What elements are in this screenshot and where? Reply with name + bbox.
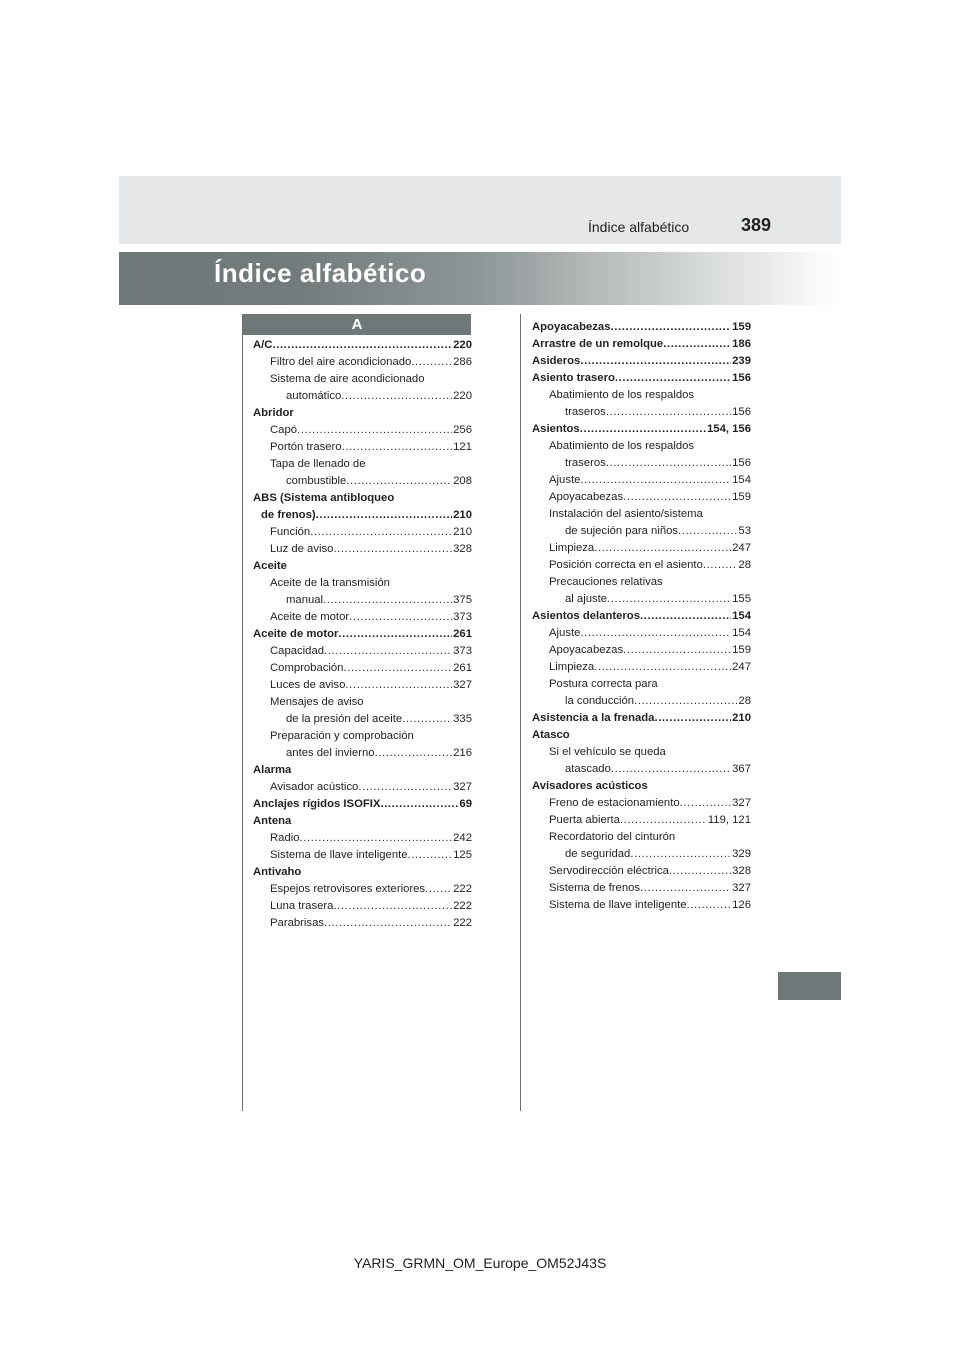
index-entry xyxy=(532,710,751,727)
index-entry-page: 156 xyxy=(732,406,751,418)
index-entry xyxy=(549,506,751,523)
dot-leader xyxy=(349,609,452,626)
index-entry xyxy=(253,813,472,830)
index-entry-term: manual xyxy=(286,594,324,606)
index-entry xyxy=(549,557,751,574)
index-entry xyxy=(286,711,472,728)
index-entry xyxy=(270,915,472,932)
index-entry-term: traseros xyxy=(565,406,606,418)
dot-leader xyxy=(680,795,732,812)
dot-leader xyxy=(341,388,452,405)
index-entry-page: 220 xyxy=(453,390,472,402)
index-entry-term: antes del invierno xyxy=(286,747,375,759)
column-divider-middle xyxy=(520,314,521,1111)
index-entry xyxy=(270,371,472,388)
index-entry-term: Espejos retrovisores exteriores xyxy=(270,883,426,895)
index-entry-page: 210 xyxy=(453,526,472,538)
index-entry xyxy=(549,540,751,557)
dot-leader xyxy=(375,745,453,762)
index-entry-term: Sistema de frenos xyxy=(549,882,641,894)
dot-leader xyxy=(580,625,731,642)
index-entry-page: 186 xyxy=(732,338,751,350)
index-entry xyxy=(549,642,751,659)
index-entry xyxy=(286,592,472,609)
dot-leader xyxy=(338,626,452,643)
index-entry-term: Instalación del asiento/sistema xyxy=(549,508,703,520)
index-entry xyxy=(549,676,751,693)
index-entry-term: de la presión del aceite xyxy=(286,713,403,725)
index-entry xyxy=(253,337,472,354)
index-entry-term: Antena xyxy=(253,815,292,827)
index-entry-term: Capó xyxy=(270,424,298,436)
index-entry-term: automático xyxy=(286,390,342,402)
index-entry-term: traseros xyxy=(565,457,606,469)
index-entry-term: Recordatorio del cinturón xyxy=(549,831,676,843)
index-entry-term: Si el vehículo se queda xyxy=(549,746,666,758)
index-entry-page: 156 xyxy=(732,372,751,384)
index-entry-term: Sistema de aire acondicionado xyxy=(270,373,425,385)
dot-leader xyxy=(402,711,452,728)
dot-leader xyxy=(634,693,737,710)
index-entry-page: 375 xyxy=(453,594,472,606)
index-entry xyxy=(270,830,472,847)
dot-leader xyxy=(669,863,731,880)
dot-leader xyxy=(345,677,452,694)
dot-leader xyxy=(323,592,452,609)
index-entry xyxy=(270,575,472,592)
index-entry xyxy=(549,795,751,812)
index-entry-page: 159 xyxy=(732,321,751,333)
dot-leader xyxy=(611,761,731,778)
index-entry-page: 69 xyxy=(459,798,472,810)
index-entry xyxy=(532,421,751,438)
index-entry-page: 247 xyxy=(732,661,751,673)
index-entry-page: 53 xyxy=(738,525,751,537)
index-entry-page: 210 xyxy=(453,509,472,521)
index-entry-term: de seguridad xyxy=(565,848,631,860)
index-entry-term: Sistema de llave inteligente xyxy=(549,899,687,911)
dot-leader xyxy=(324,915,452,932)
index-entry xyxy=(270,422,472,439)
index-entry-page: 154 xyxy=(732,627,751,639)
index-entry-page: 121 xyxy=(453,441,472,453)
index-entry-term: Aceite de la transmisión xyxy=(270,577,390,589)
index-entry-page: 154, 156 xyxy=(707,423,751,435)
index-entry-page: 208 xyxy=(453,475,472,487)
index-entry-term: Alarma xyxy=(253,764,292,776)
index-entry-term: Arrastre de un remolque xyxy=(532,338,664,350)
index-entry-term: Puerta abierta xyxy=(549,814,620,826)
index-entry xyxy=(549,812,751,829)
section-thumb-tab xyxy=(778,972,841,1000)
index-entry xyxy=(565,523,751,540)
index-entry xyxy=(549,897,751,914)
dot-leader xyxy=(425,881,452,898)
index-entry-term: Tapa de llenado de xyxy=(270,458,366,470)
index-entry-term: Abatimiento de los respaldos xyxy=(549,440,695,452)
index-entry-page: 155 xyxy=(732,593,751,605)
index-entry xyxy=(270,677,472,694)
index-entry xyxy=(270,898,472,915)
index-entry-term: Posición correcta en el asiento xyxy=(549,559,703,571)
index-entry-page: 329 xyxy=(732,848,751,860)
index-entry-term: A/C xyxy=(253,339,273,351)
index-entry-term: Aceite de motor xyxy=(270,611,350,623)
index-entry-page: 28 xyxy=(738,559,751,571)
index-entry xyxy=(565,404,751,421)
index-entry-page: 222 xyxy=(453,900,472,912)
index-entry-term: Antivaho xyxy=(253,866,302,878)
page-number: 389 xyxy=(741,215,772,235)
dot-leader xyxy=(411,354,452,371)
index-entry xyxy=(286,388,472,405)
index-entry-term: la conducción xyxy=(565,695,635,707)
dot-leader xyxy=(580,353,731,370)
header-section-title: Índice alfabético xyxy=(588,219,690,235)
index-entry-term: Sistema de llave inteligente xyxy=(270,849,408,861)
index-entry xyxy=(549,438,751,455)
index-entry-page: 119, 121 xyxy=(707,814,751,826)
dot-leader xyxy=(606,455,731,472)
index-entry xyxy=(549,744,751,761)
index-entry-page: 261 xyxy=(453,628,472,640)
dot-leader xyxy=(380,796,458,813)
dot-leader xyxy=(615,370,731,387)
dot-leader xyxy=(630,846,731,863)
index-entry-term: Aceite de motor xyxy=(253,628,339,640)
dot-leader xyxy=(640,880,731,897)
index-entry-page: 327 xyxy=(732,882,751,894)
index-entry-term: Abatimiento de los respaldos xyxy=(549,389,695,401)
dot-leader xyxy=(687,897,732,914)
index-entry-page: 210 xyxy=(732,712,751,724)
column-divider-left xyxy=(242,314,243,1111)
index-entry xyxy=(270,660,472,677)
dot-leader xyxy=(297,422,452,439)
index-entry-page: 286 xyxy=(453,356,472,368)
index-entry-term: Portón trasero xyxy=(270,441,342,453)
dot-leader xyxy=(343,660,452,677)
index-entry-term: Apoyacabezas xyxy=(532,321,611,333)
dot-leader xyxy=(342,439,453,456)
index-entry-term: Avisador acústico xyxy=(270,781,359,793)
index-entry xyxy=(270,779,472,796)
dot-leader xyxy=(606,404,731,421)
index-entry xyxy=(253,796,472,813)
dot-leader xyxy=(663,336,731,353)
index-entry xyxy=(549,659,751,676)
index-entry-term: Precauciones relativas xyxy=(549,576,663,588)
index-entry-term: Luz de aviso xyxy=(270,543,334,555)
index-entry xyxy=(549,829,751,846)
index-entry-term: Preparación y comprobación xyxy=(270,730,414,742)
index-entry xyxy=(532,353,751,370)
index-entry-term: Comprobación xyxy=(270,662,344,674)
dot-leader xyxy=(678,523,737,540)
index-entry xyxy=(532,370,751,387)
index-entry-term: Freno de estacionamiento xyxy=(549,797,680,809)
index-entry-page: 242 xyxy=(453,832,472,844)
dot-leader xyxy=(580,472,731,489)
index-entry xyxy=(270,694,472,711)
index-entry-term: Asistencia a la frenada xyxy=(532,712,655,724)
index-entry xyxy=(261,507,472,524)
dot-leader xyxy=(408,847,453,864)
index-entry-term: Asideros xyxy=(532,355,581,367)
dot-leader xyxy=(623,489,731,506)
index-entry xyxy=(549,489,751,506)
index-entry-term: Anclajes rígidos ISOFIX xyxy=(253,798,381,810)
index-entry-term: Asientos delanteros xyxy=(532,610,640,622)
index-entry xyxy=(565,846,751,863)
index-entry-term: Parabrisas xyxy=(270,917,324,929)
index-entry-page: 256 xyxy=(453,424,472,436)
index-entry xyxy=(270,728,472,745)
header-band xyxy=(119,176,841,244)
index-entry xyxy=(270,609,472,626)
index-entry xyxy=(253,762,472,779)
index-entry xyxy=(549,574,751,591)
dot-leader xyxy=(300,830,453,847)
index-entry-term: Ajuste xyxy=(549,627,581,639)
index-entry-term: Ajuste xyxy=(549,474,581,486)
index-entry-term: Luna trasera xyxy=(270,900,334,912)
index-entry-term: Capacidad xyxy=(270,645,325,657)
index-entry xyxy=(286,745,472,762)
dot-leader xyxy=(611,319,732,336)
dot-leader xyxy=(272,337,452,354)
index-entry xyxy=(532,727,751,744)
dot-leader xyxy=(640,608,731,625)
index-entry xyxy=(253,864,472,881)
index-entry-term: Servodirección eléctrica xyxy=(549,865,669,877)
index-entry-page: 28 xyxy=(738,695,751,707)
index-entry-term: Postura correcta para xyxy=(549,678,658,690)
index-entry xyxy=(549,625,751,642)
index-entry-page: 261 xyxy=(453,662,472,674)
index-entry-page: 216 xyxy=(453,747,472,759)
index-entry-term: Radio xyxy=(270,832,300,844)
index-entry-term: Función xyxy=(270,526,311,538)
index-entry-page: 159 xyxy=(732,644,751,656)
index-entry-page: 222 xyxy=(453,883,472,895)
index-entry xyxy=(270,439,472,456)
index-entry xyxy=(286,473,472,490)
index-entry-page: 335 xyxy=(453,713,472,725)
index-entry xyxy=(270,541,472,558)
index-entry-term: Apoyacabezas xyxy=(549,644,624,656)
index-entry-term: Luces de aviso xyxy=(270,679,346,691)
dot-leader xyxy=(358,779,452,796)
index-entry-page: 154 xyxy=(732,474,751,486)
index-entry xyxy=(270,456,472,473)
index-entry xyxy=(270,881,472,898)
index-entry-page: 156 xyxy=(732,457,751,469)
index-entry xyxy=(253,626,472,643)
dot-leader xyxy=(623,642,731,659)
index-entry-page: 327 xyxy=(453,781,472,793)
index-entry-term: Asiento trasero xyxy=(532,372,615,384)
dot-leader xyxy=(333,541,452,558)
index-entry-page: 373 xyxy=(453,611,472,623)
dot-leader xyxy=(654,710,731,727)
index-entry-term: Atasco xyxy=(532,729,570,741)
index-entry-term: de frenos) xyxy=(261,509,316,521)
index-entry xyxy=(549,863,751,880)
index-entry-page: 154 xyxy=(732,610,751,622)
index-entry-page: 239 xyxy=(732,355,751,367)
index-entry xyxy=(270,524,472,541)
index-entry-page: 327 xyxy=(453,679,472,691)
index-entry-page: 220 xyxy=(453,339,472,351)
index-entry xyxy=(549,387,751,404)
document-footer: YARIS_GRMN_OM_Europe_OM52J43S xyxy=(353,1255,607,1271)
letter-heading: A xyxy=(243,314,471,335)
dot-leader xyxy=(316,507,453,524)
index-entry xyxy=(549,880,751,897)
index-entry-term: Avisadores acústicos xyxy=(532,780,648,792)
dot-leader xyxy=(620,812,707,829)
index-entry-page: 367 xyxy=(732,763,751,775)
index-entry xyxy=(532,608,751,625)
index-entry xyxy=(270,354,472,371)
dot-leader xyxy=(310,524,452,541)
index-entry xyxy=(253,558,472,575)
index-entry-page: 222 xyxy=(453,917,472,929)
dot-leader xyxy=(580,421,706,438)
index-entry-term: combustible xyxy=(286,475,347,487)
dot-leader xyxy=(333,898,452,915)
index-entry-term: Mensajes de aviso xyxy=(270,696,364,708)
index-entry-page: 328 xyxy=(453,543,472,555)
index-entry xyxy=(532,778,751,795)
index-entry-term: al ajuste xyxy=(565,593,608,605)
index-entry-term: atascado xyxy=(565,763,611,775)
index-entry-term: de sujeción para niños xyxy=(565,525,679,537)
index-entry xyxy=(549,472,751,489)
dot-leader xyxy=(594,540,731,557)
index-entry-term: Abridor xyxy=(253,407,294,419)
index-entry xyxy=(565,693,751,710)
dot-leader xyxy=(703,557,738,574)
dot-leader xyxy=(324,643,452,660)
index-entry xyxy=(270,847,472,864)
index-entry-term: ABS (Sistema antibloqueo xyxy=(253,492,395,504)
index-entry-term: Asientos xyxy=(532,423,580,435)
index-entry-page: 159 xyxy=(732,491,751,503)
dot-leader xyxy=(346,473,452,490)
index-entry xyxy=(253,405,472,422)
index-entry-page: 126 xyxy=(732,899,751,911)
index-entry-page: 373 xyxy=(453,645,472,657)
index-entry xyxy=(253,490,472,507)
index-entry-page: 328 xyxy=(732,865,751,877)
page-title: Índice alfabético xyxy=(214,258,427,288)
index-entry xyxy=(532,319,751,336)
dot-leader xyxy=(594,659,731,676)
index-entry xyxy=(565,761,751,778)
index-entry xyxy=(532,336,751,353)
index-entry-term: Limpieza xyxy=(549,542,595,554)
index-entry-term: Aceite xyxy=(253,560,287,572)
index-entry xyxy=(565,455,751,472)
index-entry-page: 327 xyxy=(732,797,751,809)
index-entry xyxy=(565,591,751,608)
dot-leader xyxy=(607,591,731,608)
index-entry-page: 125 xyxy=(453,849,472,861)
index-entry-page: 247 xyxy=(732,542,751,554)
index-entry-term: Filtro del aire acondicionado xyxy=(270,356,412,368)
index-entry-term: Limpieza xyxy=(549,661,595,673)
index-entry xyxy=(270,643,472,660)
index-entry-term: Apoyacabezas xyxy=(549,491,624,503)
